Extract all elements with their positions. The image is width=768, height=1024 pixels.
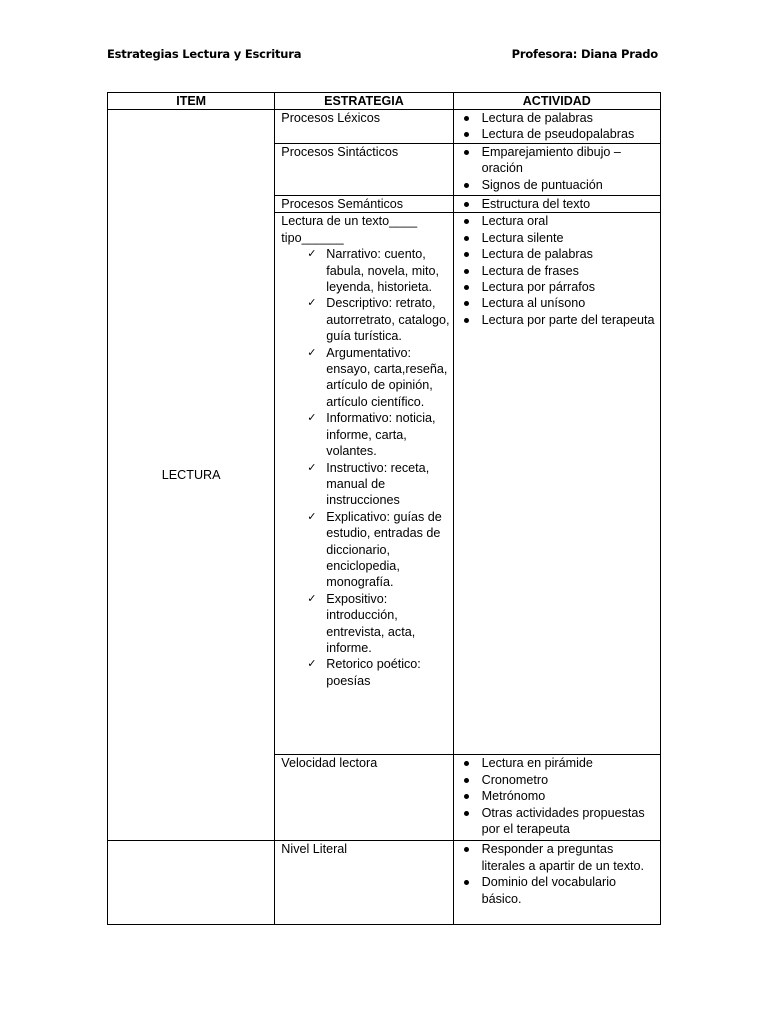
list-item: Lectura de palabras [460, 110, 658, 126]
item-label: LECTURA [161, 468, 221, 483]
estrategia-cell [275, 144, 453, 196]
estrategia-text: Procesos Sintácticos [281, 145, 399, 159]
table-row [108, 841, 661, 925]
check-icon: ✓ [307, 247, 317, 261]
actividad-cell [453, 841, 660, 925]
actividad-list [460, 755, 658, 837]
list-item: Lectura de frases [460, 263, 658, 279]
list-item: Dominio del vocabulario básico. [460, 874, 658, 907]
estrategia-cell [275, 755, 453, 841]
list-item: Lectura de palabras [460, 246, 658, 262]
estrategia-text: Procesos Léxicos [281, 111, 380, 125]
actividad-cell [453, 110, 660, 144]
actividad-list [460, 196, 658, 212]
column-header-actividad: ACTIVIDAD [453, 93, 660, 110]
list-item: Emparejamiento dibujo – oración [460, 144, 658, 177]
actividad-list [460, 110, 658, 143]
actividad-list [460, 213, 658, 328]
column-header-estrategia: ESTRATEGIA [275, 93, 453, 110]
estrategia-cell [275, 841, 453, 925]
column-header-item: ITEM [108, 93, 275, 110]
actividad-list [460, 841, 658, 907]
list-item: Signos de puntuación [460, 177, 658, 193]
estrategia-cell [275, 110, 453, 144]
estrategia-text: Velocidad lectora [281, 756, 378, 771]
actividad-list [460, 144, 658, 193]
estrategia-text: Lectura de un texto____ tipo______ [281, 214, 418, 245]
list-item: Lectura al unísono [460, 295, 658, 311]
table-row [108, 110, 661, 144]
check-icon: ✓ [307, 591, 317, 605]
list-item: Lectura en pirámide [460, 755, 658, 771]
list-item: ✓ Descriptivo: retrato, autorretrato, catalogo, guía turística. [307, 296, 450, 344]
list-item: Metrónomo [460, 788, 658, 804]
check-icon: ✓ [307, 296, 317, 310]
list-item: Lectura silente [460, 230, 658, 246]
item-cell-empty [108, 841, 275, 925]
list-item: Lectura de pseudopalabras [460, 126, 658, 142]
check-icon: ✓ [307, 345, 317, 359]
actividad-cell [453, 755, 660, 841]
list-item: ✓ Instructivo: receta, manual de instrucciones [307, 460, 430, 508]
list-item: Lectura oral [460, 213, 658, 229]
list-item: ✓ Expositivo: introducción, entrevista, acta, informe. [307, 591, 416, 655]
estrategia-text: Nivel Literal [281, 842, 348, 857]
check-icon: ✓ [307, 411, 317, 425]
list-item: Otras actividades propuestas por el terapeuta [460, 805, 658, 838]
estrategia-text: Procesos Semánticos [281, 197, 404, 211]
estrategia-cell [275, 213, 453, 755]
actividad-cell [453, 196, 660, 213]
list-item: ✓ Explicativo: guías de estudio, entradas de diccionario, enciclopedia, monografía. [307, 509, 442, 590]
text-type-list [281, 246, 452, 689]
list-item: Responder a preguntas literales a apartir de un texto. [460, 841, 658, 874]
actividad-cell [453, 144, 660, 196]
list-item: Estructura del texto [460, 196, 658, 212]
check-icon: ✓ [307, 657, 317, 671]
check-icon: ✓ [307, 509, 317, 523]
list-item: ✓ Narrativo: cuento, fabula, novela, mito, leyenda, historieta. [307, 247, 440, 295]
header-teacher: Profesora: Diana Prado [511, 47, 658, 61]
actividad-cell [453, 213, 660, 755]
list-item: ✓ Retorico poético: poesías [307, 657, 421, 688]
estrategia-cell [275, 196, 453, 213]
list-item: Lectura por parte del terapeuta [460, 312, 658, 328]
table-header-row [108, 93, 661, 110]
list-item: ✓ Argumentativo: ensayo, carta,reseña, artículo de opinión, artículo científico. [307, 345, 448, 409]
list-item: ✓ Informativo: noticia, informe, carta, volantes. [307, 411, 436, 459]
check-icon: ✓ [307, 460, 317, 474]
header-title: Estrategias Lectura y Escritura [107, 47, 302, 61]
item-cell-lectura [108, 110, 275, 841]
list-item: Lectura por párrafos [460, 279, 658, 295]
list-item: Cronometro [460, 772, 658, 788]
strategy-table [107, 92, 661, 925]
